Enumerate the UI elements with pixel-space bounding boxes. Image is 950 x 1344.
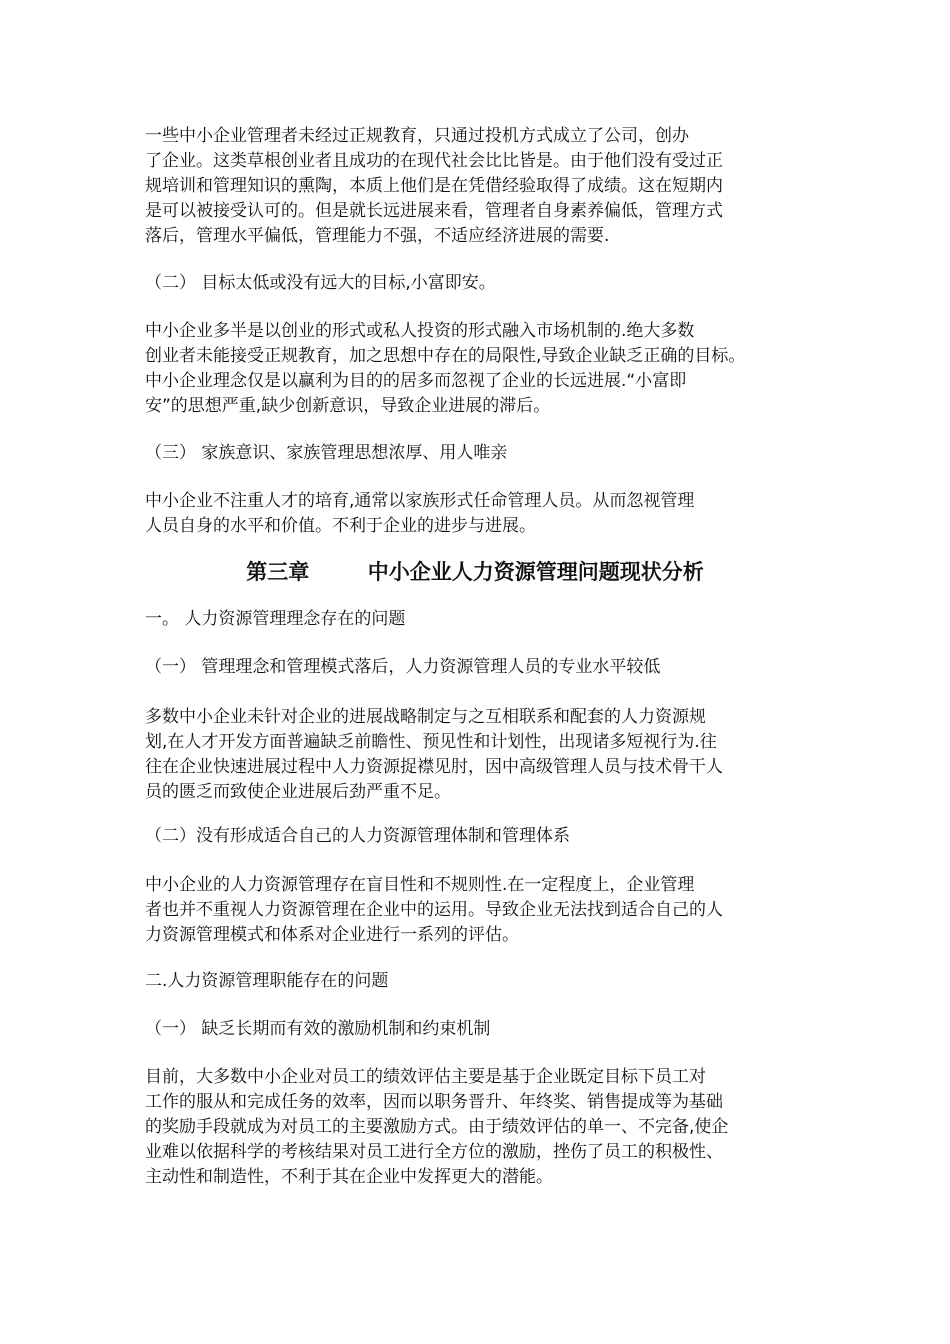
paragraph-line: 是可以被接受认可的。但是就长远进展来看，管理者自身素养偏低，管理方式 — [145, 201, 723, 221]
paragraph-line: 划,在人才开发方面普遍缺乏前瞻性、预见性和计划性，出现诸多短视行为.往 — [145, 732, 717, 752]
paragraph-line: 人员自身的水平和价值。不利于企业的进步与进展。 — [145, 516, 536, 536]
paragraph-line: 员的匮乏而致使企业进展后劲严重不足。 — [145, 782, 451, 802]
subheading-no-system: （二）没有形成适合自己的人力资源管理体制和管理体系 — [145, 826, 570, 846]
paragraph-line: 者也并不重视人力资源管理在企业中的运用。导致企业无法找到适合自己的人 — [145, 900, 723, 920]
paragraph-hr-system — [145, 873, 815, 948]
paragraph-line: 业难以依据科学的考核结果对员工进行全方位的激励，挫伤了员工的积极性、 — [145, 1142, 723, 1162]
paragraph-line: 多数中小企业未针对企业的进展战略制定与之互相联系和配套的人力资源规 — [145, 707, 706, 727]
paragraph-family — [145, 489, 815, 539]
section-heading-concept: 一。 人力资源管理理念存在的问题 — [145, 609, 406, 629]
paragraph-goals — [145, 319, 815, 419]
paragraph-line: 目前，大多数中小企业对员工的绩效评估主要是基于企业既定目标下员工对 — [145, 1067, 706, 1087]
paragraph-line: 中小企业理念仅是以赢利为目的的居多而忽视了企业的长远进展.“小富即 — [145, 371, 687, 391]
subheading-incentives: （一） 缺乏长期而有效的激励机制和约束机制 — [145, 1019, 491, 1039]
paragraph-line: 中小企业多半是以创业的形式或私人投资的形式融入市场机制的.绝大多数 — [145, 321, 695, 341]
paragraph-performance — [145, 1065, 815, 1190]
paragraph-line: 力资源管理模式和体系对企业进行一系列的评估。 — [145, 925, 519, 945]
paragraph-line: 往在企业快速进展过程中人力资源捉襟见肘，因中高级管理人员与技术骨干人 — [145, 757, 723, 777]
paragraph-line: 落后，管理水平偏低，管理能力不强，不适应经济进展的需要. — [145, 226, 610, 246]
chapter-title: 第三章 中小企业人力资源管理问题现状分析 — [246, 560, 704, 584]
paragraph-line: 中小企业的人力资源管理存在盲目性和不规则性.在一定程度上，企业管理 — [145, 875, 695, 895]
section-heading-functions: 二.人力资源管理职能存在的问题 — [145, 971, 389, 991]
paragraph-line: 规培训和管理知识的熏陶，本质上他们是在凭借经验取得了成绩。这在短期内 — [145, 176, 723, 196]
paragraph-line: 的奖励手段就成为对员工的主要激励方式。由于绩效评估的单一、不完备,使企 — [145, 1117, 729, 1137]
paragraph-line: 了企业。这类草根创业者且成功的在现代社会比比皆是。由于他们没有受过正 — [145, 151, 723, 171]
subheading-concept-outdated: （一） 管理理念和管理模式落后，人力资源管理人员的专业水平较低 — [145, 657, 661, 677]
subheading-goals-low: （二） 目标太低或没有远大的目标,小富即安。 — [145, 273, 496, 293]
paragraph-line: 一些中小企业管理者未经过正规教育，只通过投机方式成立了公司，创办 — [145, 126, 689, 146]
subheading-family-management: （三） 家族意识、家族管理思想浓厚、用人唯亲 — [145, 443, 508, 463]
paragraph-line: 安”的思想严重,缺少创新意识，导致企业进展的滞后。 — [145, 396, 551, 416]
paragraph-hr-planning — [145, 705, 815, 805]
paragraph-line: 主动性和制造性，不利于其在企业中发挥更大的潜能。 — [145, 1167, 553, 1187]
paragraph-manager-education — [145, 124, 815, 249]
paragraph-line: 工作的服从和完成任务的效率，因而以职务晋升、年终奖、销售提成等为基础 — [145, 1092, 723, 1112]
paragraph-line: 中小企业不注重人才的培育,通常以家族形式任命管理人员。从而忽视管理 — [145, 491, 695, 511]
paragraph-line: 创业者未能接受正规教育，加之思想中存在的局限性,导致企业缺乏正确的目标。 — [145, 346, 746, 366]
